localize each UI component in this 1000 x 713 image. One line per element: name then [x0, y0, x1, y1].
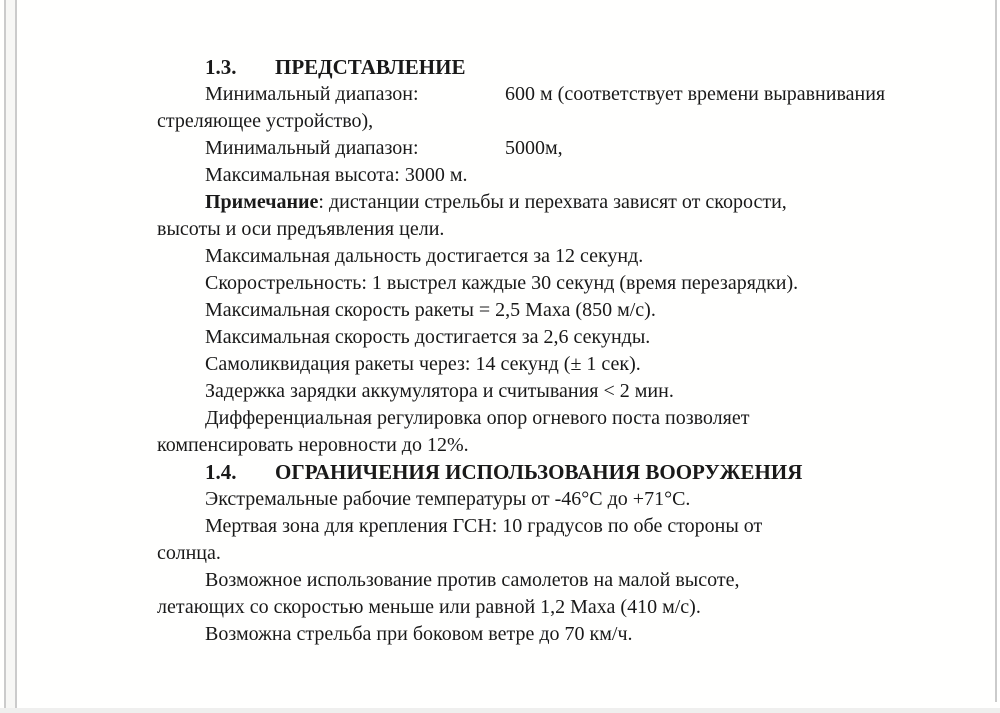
paragraph — [157, 162, 957, 189]
paragraph-line: Самоликвидация ракеты через: 14 секунд (± 1 сек). — [205, 353, 641, 375]
page-left-edge-strip — [6, 0, 15, 713]
document-page — [157, 54, 957, 648]
section-heading-1-3 — [157, 54, 957, 81]
paragraph — [157, 621, 957, 648]
paragraph — [157, 243, 957, 270]
section-heading-1-4 — [157, 459, 957, 486]
paragraph — [157, 81, 957, 135]
paragraph-line: стреляющее устройство), — [157, 110, 374, 132]
paragraph — [157, 135, 957, 162]
note-text: : дистанции стрельбы и перехвата зависят от скорости, — [318, 191, 787, 213]
paragraph — [157, 405, 957, 459]
paragraph-line: Дифференциальная регулировка опор огневого поста позволяет — [205, 407, 750, 429]
section-number: 1.3. — [205, 55, 237, 79]
page-left-edge-inner-line — [15, 0, 17, 713]
section-title: ОГРАНИЧЕНИЯ ИСПОЛЬЗОВАНИЯ ВООРУЖЕНИЯ — [275, 460, 803, 484]
paragraph-line: высоты и оси предъявления цели. — [157, 218, 445, 240]
paragraph — [157, 297, 957, 324]
section-number: 1.4. — [205, 460, 237, 484]
paragraph — [157, 567, 957, 621]
field-value: 600 м (соответствует времени выравнивания — [505, 83, 886, 105]
paragraph — [157, 324, 957, 351]
paragraph-note — [157, 189, 957, 243]
paragraph-line: Мертвая зона для крепления ГСН: 10 градусов по обе стороны от — [205, 515, 763, 537]
field-label: Минимальный диапазон: — [205, 137, 419, 159]
note-lead: Примечание — [205, 191, 319, 213]
paragraph-line: Скорострельность: 1 выстрел каждые 30 секунд (время перезарядки). — [205, 272, 799, 294]
paragraph-line: Возможна стрельба при боковом ветре до 70 км/ч. — [205, 623, 633, 645]
paragraph — [157, 378, 957, 405]
paragraph — [157, 351, 957, 378]
section-title: ПРЕДСТАВЛЕНИЕ — [275, 55, 466, 79]
paragraph — [157, 513, 957, 567]
paragraph-line: солнца. — [157, 542, 221, 564]
paragraph — [157, 270, 957, 297]
paragraph-line: Максимальная скорость ракеты = 2,5 Маха (850 м/с). — [205, 299, 656, 321]
paragraph-line: Экстремальные рабочие температуры от -46°С до +71°С. — [205, 488, 691, 510]
paragraph-line: летающих со скоростью меньше или равной 1,2 Маха (410 м/с). — [157, 596, 701, 618]
paragraph-line: Задержка зарядки аккумулятора и считывания < 2 мин. — [205, 380, 674, 402]
paragraph — [157, 486, 957, 513]
paragraph-line: компенсировать неровности до 12%. — [157, 434, 469, 456]
field-value: 5000м, — [505, 137, 563, 159]
paragraph-line: Максимальная высота: 3000 м. — [205, 164, 468, 186]
paragraph-line: Возможное использование против самолетов на малой высоте, — [205, 569, 740, 591]
page-right-edge-line — [995, 0, 997, 702]
paragraph-line: Максимальная скорость достигается за 2,6 секунды. — [205, 326, 651, 348]
paragraph-line: Максимальная дальность достигается за 12 секунд. — [205, 245, 644, 267]
page-bottom-edge — [0, 708, 1000, 713]
field-label: Минимальный диапазон: — [205, 83, 419, 105]
